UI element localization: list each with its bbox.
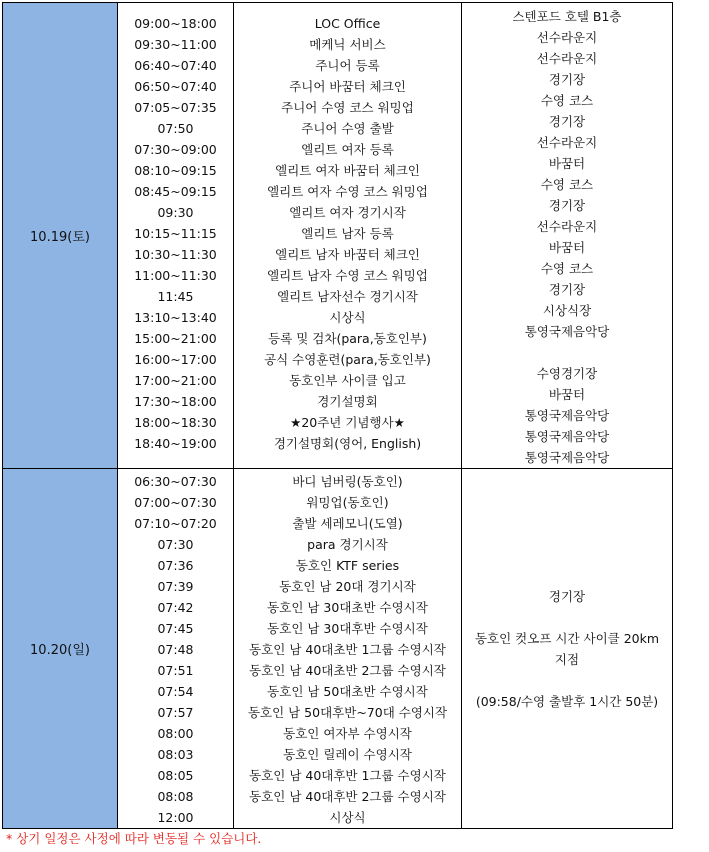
event-entry: 엘리트 남자선수 경기시작 <box>277 289 418 304</box>
event-entry: 주니어 수영 출발 <box>301 121 394 136</box>
time-entry: 07:39 <box>157 579 194 594</box>
event-entry: 바디 넘버링(동호인) <box>292 474 403 489</box>
place-entry: 선수라운지 <box>536 135 598 150</box>
event-entry: 엘리트 남자 수영 코스 워밍업 <box>267 268 428 283</box>
event-entry: para 경기시작 <box>307 537 388 552</box>
place-entry: 경기장 <box>548 72 586 87</box>
time-entry: 07:30~09:00 <box>134 142 217 157</box>
event-entry: 동호인 남 50대초반 수영시작 <box>267 684 428 699</box>
event-entry: 시상식 <box>329 810 366 825</box>
event-entry: 주니어 수영 코스 워밍업 <box>281 100 414 115</box>
event-entry: 공식 수영훈련(para,동호인부) <box>264 352 431 367</box>
event-entry: 주니어 바꿈터 체크인 <box>289 79 406 94</box>
time-entry: 15:00~21:00 <box>134 331 217 346</box>
time-entry: 18:40~19:00 <box>134 436 217 451</box>
time-entry: 07:48 <box>157 642 194 657</box>
event-entry: 동호인 남 20대 경기시작 <box>279 579 416 594</box>
time-entry: 07:42 <box>157 600 194 615</box>
time-entry: 07:54 <box>157 684 194 699</box>
times-cell-day1 <box>118 3 234 469</box>
event-entry: 워밍업(동호인) <box>306 495 389 510</box>
event-entry: 메케닉 서비스 <box>309 37 386 52</box>
time-entry: 07:57 <box>157 705 194 720</box>
schedule-row-day2 <box>3 469 673 829</box>
place-entry: 경기장 <box>548 114 586 129</box>
event-entry: 등록 및 검차(para,동호인부) <box>268 331 427 346</box>
event-entry: 엘리트 여자 수영 코스 워밍업 <box>267 184 428 199</box>
time-entry: 10:30~11:30 <box>134 247 217 262</box>
place-entry: 바꿈터 <box>548 387 586 402</box>
time-entry: 12:00 <box>157 810 194 825</box>
time-entry: 07:36 <box>157 558 194 573</box>
place-entry: 경기장 <box>548 282 586 297</box>
time-entry: 08:08 <box>157 789 194 804</box>
event-entry: 시상식 <box>329 310 366 325</box>
time-entry: 13:10~13:40 <box>134 310 217 325</box>
time-entry: 06:50~07:40 <box>134 79 217 94</box>
event-entry: 엘리트 남자 등록 <box>301 226 394 241</box>
event-entry: 주니어 등록 <box>315 58 380 73</box>
event-entry: 동호인부 사이클 입고 <box>289 373 406 388</box>
event-entry: 경기설명회(영어, English) <box>273 436 422 451</box>
event-entry: 동호인 KTF series <box>295 558 400 573</box>
event-entry: 동호인 남 40대후반 2그룹 수영시작 <box>249 789 446 804</box>
place-entry: 통영국제음악당 <box>524 450 610 465</box>
time-entry: 08:03 <box>157 747 194 762</box>
time-entry: 18:00~18:30 <box>134 415 217 430</box>
schedule-row-day1 <box>3 3 673 469</box>
time-entry: 11:00~11:30 <box>134 268 217 283</box>
event-entry: 동호인 남 40대초반 2그룹 수영시작 <box>249 663 446 678</box>
place-cutoff-line2: 지점 <box>554 651 580 667</box>
event-entry: 엘리트 여자 경기시작 <box>289 205 406 220</box>
events-cell-day2 <box>234 469 462 829</box>
schedule-change-note: * 상기 일정은 사정에 따라 변동될 수 있습니다. <box>6 831 262 846</box>
event-entry: 동호인 남 30대후반 수영시작 <box>267 621 428 636</box>
place-entry: 통영국제음악당 <box>524 429 610 444</box>
time-entry: 10:15~11:15 <box>134 226 217 241</box>
time-entry: 07:05~07:35 <box>134 100 217 115</box>
date-cell-day2: 10.20(일) <box>3 469 118 829</box>
place-entry: 경기장 <box>548 198 586 213</box>
event-entry: 동호인 남 30대초반 수영시작 <box>267 600 428 615</box>
time-entry: 07:50 <box>157 121 194 136</box>
event-entry: 경기설명회 <box>317 394 378 409</box>
place-main: 경기장 <box>548 588 586 604</box>
event-entry: 엘리트 남자 바꿈터 체크인 <box>275 247 420 262</box>
place-entry: 수영 코스 <box>540 93 594 108</box>
place-entry: 시상식장 <box>542 303 592 318</box>
place-entry: 수영 코스 <box>540 177 594 192</box>
event-entry: 출발 세레모니(도열) <box>292 516 403 531</box>
time-entry: 17:30~18:00 <box>134 394 217 409</box>
time-entry: 07:30 <box>157 537 194 552</box>
time-entry: 08:00 <box>157 726 194 741</box>
times-cell-day2 <box>118 469 234 829</box>
event-entry: 동호인 여자부 수영시작 <box>283 726 412 741</box>
time-entry: 07:00~07:30 <box>134 495 217 510</box>
place-entry: 스텐포드 호텔 B1층 <box>512 9 622 24</box>
place-entry: 통영국제음악당 <box>524 324 610 339</box>
place-entry: 수영 코스 <box>540 261 594 276</box>
time-entry: 06:40~07:40 <box>134 58 217 73</box>
time-entry: 07:10~07:20 <box>134 516 217 531</box>
time-entry: 16:00~17:00 <box>134 352 217 367</box>
time-entry: 06:30~07:30 <box>134 474 217 489</box>
places-cell-day1 <box>462 3 673 469</box>
event-entry: 동호인 남 40대초반 1그룹 수영시작 <box>249 642 446 657</box>
place-entry: 바꿈터 <box>548 240 586 255</box>
event-entry: 동호인 남 40대후반 1그룹 수영시작 <box>249 768 446 783</box>
schedule-table <box>2 2 673 829</box>
time-entry: 09:00~18:00 <box>134 16 217 31</box>
time-entry: 17:00~21:00 <box>134 373 217 388</box>
time-entry: 11:45 <box>157 289 194 304</box>
place-entry: 선수라운지 <box>536 30 598 45</box>
place-entry: 선수라운지 <box>536 219 598 234</box>
event-entry: LOC Office <box>314 16 381 31</box>
time-entry: 07:51 <box>157 663 194 678</box>
time-entry: 08:10~09:15 <box>134 163 217 178</box>
place-entry: 바꿈터 <box>548 156 586 171</box>
place-cutoff-line3: (09:58/수영 출발후 1시간 50분) <box>475 693 659 709</box>
event-entry: ★20주년 기념행사★ <box>290 415 405 430</box>
time-entry: 09:30~11:00 <box>134 37 217 52</box>
place-entry: 통영국제음악당 <box>524 408 610 423</box>
date-cell-day1: 10.19(토) <box>3 3 118 469</box>
place-entry: 선수라운지 <box>536 51 598 66</box>
time-entry: 08:45~09:15 <box>134 184 217 199</box>
time-entry: 07:45 <box>157 621 194 636</box>
event-entry: 엘리트 여자 등록 <box>301 142 394 157</box>
event-entry: 엘리트 여자 바꿈터 체크인 <box>275 163 420 178</box>
time-entry: 08:05 <box>157 768 194 783</box>
event-entry: 동호인 릴레이 수영시작 <box>283 747 412 762</box>
place-entry: 수영경기장 <box>536 366 598 381</box>
place-cutoff-line1: 동호인 컷오프 시간 사이클 20km <box>474 630 660 646</box>
event-entry: 동호인 남 50대후반~70대 수영시작 <box>247 705 448 720</box>
time-entry: 09:30 <box>157 205 194 220</box>
events-cell-day1 <box>234 3 462 469</box>
places-cell-day2 <box>462 469 673 829</box>
